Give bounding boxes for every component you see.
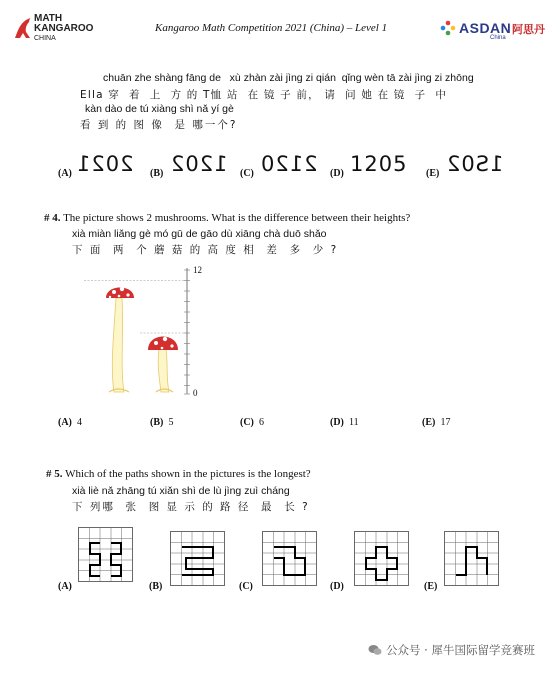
q3-option-c-value: 2120 [260, 152, 318, 176]
page-title: Kangaroo Math Competition 2021 (China) – Level 1 [155, 22, 388, 34]
q3-cn-line2: 看 到 的 图 像 是 哪一个? [80, 119, 238, 131]
q4-number: # 4. [44, 212, 61, 224]
asdan-flower-icon [440, 20, 456, 36]
q3-option-e-label[interactable]: (E) [426, 168, 440, 179]
q5-pinyin: xià liè nǎ zhāng tú xiǎn shì de lù jìng zuì cháng [72, 485, 290, 497]
short-mushroom-stem [158, 349, 169, 392]
q4-text: The picture shows 2 mushrooms. What is the difference between their heights? [63, 212, 411, 224]
path-grid-a[interactable] [78, 527, 133, 582]
q5-text: Which of the paths shown in the pictures is the longest? [65, 468, 311, 480]
q5-option-c-label[interactable]: (C) [239, 581, 253, 592]
wechat-icon [368, 644, 382, 656]
q4-cn: 下 面 两 个 蘑 菇 的 高 度 相 差 多 少 ? [72, 244, 339, 256]
q4-question [44, 212, 410, 224]
q3-option-c-label[interactable]: (C) [240, 168, 254, 179]
path-grid-c[interactable] [262, 531, 317, 586]
axis-label-top: 12 [193, 265, 202, 275]
q5-question [46, 468, 311, 480]
mushroom-figure [80, 262, 220, 404]
logo-line-kangaroo: KANGAROO [34, 23, 94, 34]
q3-option-a-label[interactable]: (A) [58, 168, 72, 179]
q5-number: # 5. [46, 468, 63, 480]
q3-option-b-label[interactable]: (B) [150, 168, 164, 179]
asdan-cn: 阿思丹 [512, 23, 545, 36]
q3-option-b-value: 1202 [170, 152, 228, 176]
q4-options [58, 410, 518, 426]
tall-mushroom-stem [112, 298, 124, 392]
logo-line-china: CHINA [34, 35, 56, 42]
q5-option-a-label[interactable]: (A) [58, 581, 72, 592]
q4-option-b[interactable]: (B) 5 [150, 417, 174, 428]
q3-cn-line1: Ella 穿 着 上 方 的 T恤 站 在 镜 子 前， 请 问 她 在 镜 子 中 [80, 89, 448, 101]
q4-option-d[interactable]: (D) 11 [330, 417, 359, 428]
watermark [368, 642, 535, 658]
math-kangaroo-logo [12, 14, 112, 46]
q3-option-a-value: 2021 [76, 152, 134, 176]
q3-option-e-value: 1S02 [446, 152, 504, 176]
logo-line-math: MATH [34, 13, 63, 24]
q5-option-e-label[interactable]: (E) [424, 581, 438, 592]
asdan-brand: ASDAN [459, 20, 512, 36]
path-grid-e[interactable] [444, 531, 499, 586]
path-grid-b[interactable] [170, 531, 225, 586]
q3-options [58, 152, 518, 184]
q3-option-d-label[interactable]: (D) [330, 168, 344, 179]
q5-option-d-label[interactable]: (D) [330, 581, 344, 592]
asdan-logo [440, 18, 545, 44]
path-grid-d[interactable] [354, 531, 409, 586]
q4-option-c[interactable]: (C) 6 [240, 417, 264, 428]
watermark-text: 公众号 · 犀牛国际留学竞赛班 [386, 643, 535, 657]
kangaroo-icon [12, 16, 34, 42]
q5-option-b-label[interactable]: (B) [149, 581, 163, 592]
q4-option-e[interactable]: (E) 17 [422, 417, 451, 428]
axis-label-bottom: 0 [193, 388, 198, 398]
q4-pinyin: xià miàn liǎng gè mó gū de gāo dù xiāng chà duō shǎo [72, 228, 327, 240]
asdan-sub: China [490, 35, 506, 41]
q3-pinyin-line2: kàn dào de tú xiàng shì nǎ yí gè [85, 103, 234, 115]
q3-option-d-value: 1205 [350, 152, 408, 176]
q5-cn: 下 列哪 张 图 显 示 的 路 径 最 长 ? [72, 501, 310, 513]
q3-pinyin-line1: chuān zhe shàng fāng de xù zhàn zài jìng zi qián qǐng wèn tā zài jìng zi zhōng [103, 72, 474, 84]
q4-option-a[interactable]: (A) 4 [58, 417, 82, 428]
